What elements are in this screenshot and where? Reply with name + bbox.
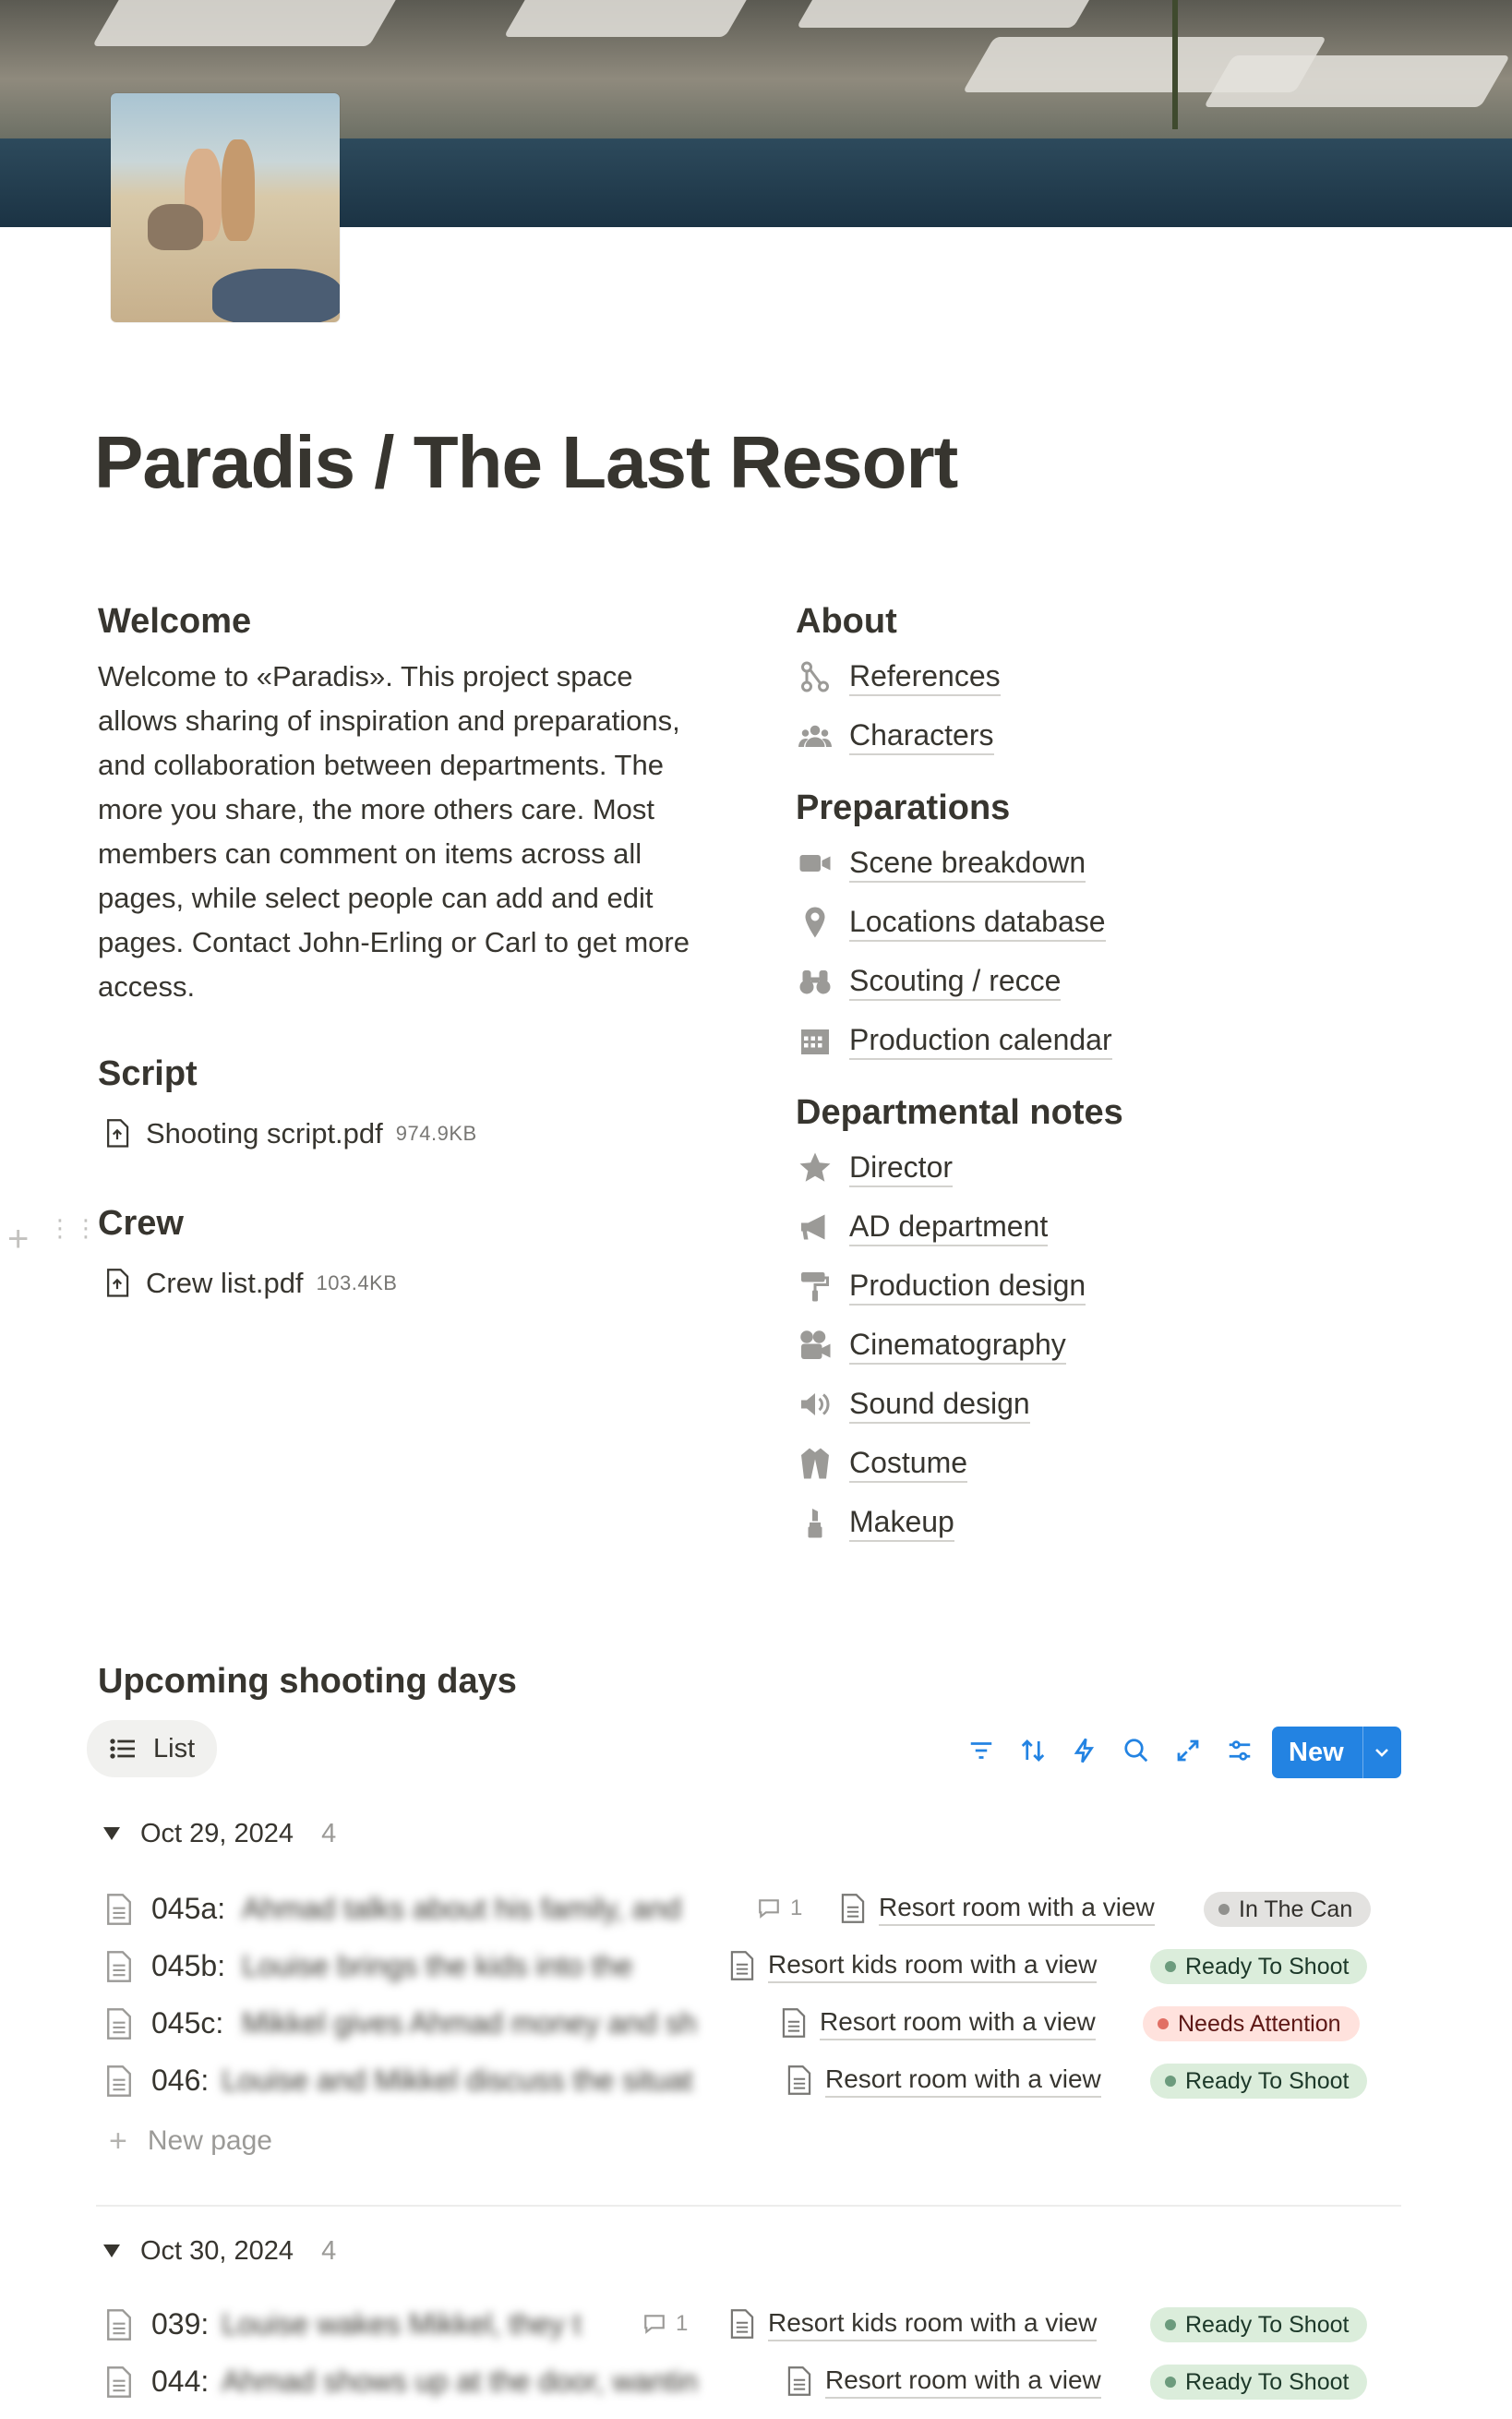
comment-icon bbox=[642, 2312, 666, 2336]
page-title[interactable]: Paradis / The Last Resort bbox=[94, 421, 958, 503]
pdf-file-icon bbox=[103, 1119, 131, 1149]
link-ad-department[interactable]: AD department bbox=[796, 1197, 1442, 1257]
status-badge[interactable]: Ready To Shoot bbox=[1150, 2064, 1367, 2099]
preparations-heading: Preparations bbox=[796, 788, 1011, 827]
about-heading: About bbox=[796, 602, 897, 641]
location-relation[interactable]: Resort room with a view bbox=[786, 2052, 1101, 2109]
binoculars-icon bbox=[798, 964, 833, 999]
link-production-design[interactable]: Production design bbox=[796, 1257, 1442, 1316]
collapse-triangle-icon[interactable] bbox=[103, 2244, 120, 2257]
filter-icon bbox=[967, 1737, 995, 1764]
group-header-oct-29[interactable]: Oct 29, 2024 4 bbox=[103, 1812, 336, 1855]
comment-icon bbox=[757, 1896, 781, 1920]
group-divider bbox=[96, 2205, 1401, 2207]
right-column bbox=[796, 596, 1442, 1552]
shooting-script-file[interactable] bbox=[98, 1109, 698, 1159]
search-button[interactable] bbox=[1110, 1725, 1162, 1776]
database-title[interactable]: Upcoming shooting days bbox=[98, 1662, 517, 1701]
link-locations-database[interactable]: Locations database bbox=[796, 893, 1442, 952]
status-badge[interactable]: Ready To Shoot bbox=[1150, 2365, 1367, 2400]
page-icon-image[interactable] bbox=[111, 93, 340, 322]
status-badge[interactable]: Needs Attention bbox=[1143, 2006, 1360, 2041]
jacket-icon bbox=[798, 1446, 833, 1481]
sort-icon bbox=[1019, 1737, 1047, 1764]
search-icon bbox=[1122, 1737, 1150, 1764]
link-production-calendar[interactable]: Production calendar bbox=[796, 1011, 1442, 1070]
page-icon bbox=[105, 2366, 133, 2398]
file-name: Shooting script.pdf bbox=[146, 1117, 383, 1149]
file-size: 103.4KB bbox=[316, 1271, 398, 1294]
calendar-icon bbox=[798, 1023, 833, 1058]
status-badge[interactable]: Ready To Shoot bbox=[1150, 2307, 1367, 2342]
expand-button[interactable] bbox=[1162, 1725, 1214, 1776]
lipstick-icon bbox=[798, 1505, 833, 1540]
database-toolbar bbox=[955, 1725, 1266, 1776]
link-characters[interactable]: Characters bbox=[796, 706, 1442, 765]
crew-heading: Crew bbox=[98, 1204, 184, 1243]
expand-icon bbox=[1174, 1737, 1202, 1764]
link-director[interactable]: Director bbox=[796, 1138, 1442, 1197]
comment-count[interactable]: 1 bbox=[642, 2295, 688, 2353]
list-item[interactable]: 046: Louise and Mikkel discuss the situat Resort room with a view Ready To Shoot bbox=[102, 2052, 1394, 2109]
group-header-oct-30[interactable]: Oct 30, 2024 4 bbox=[103, 2230, 336, 2272]
page-icon bbox=[729, 1951, 755, 1980]
page-icon bbox=[105, 1894, 133, 1925]
settings-button[interactable] bbox=[1214, 1725, 1266, 1776]
people-icon bbox=[798, 718, 833, 753]
page-icon bbox=[729, 2309, 755, 2339]
list-icon bbox=[109, 1734, 138, 1763]
view-tab-list[interactable]: List bbox=[87, 1720, 217, 1777]
page-icon bbox=[840, 1894, 866, 1923]
collapse-triangle-icon[interactable] bbox=[103, 1827, 120, 1840]
list-item[interactable]: 044: Ahmad shows up at the door, wantin Resort room with a view Ready To Shoot bbox=[102, 2353, 1394, 2410]
page-icon bbox=[105, 2008, 133, 2040]
paint-roller-icon bbox=[798, 1269, 833, 1304]
drag-handle-icon[interactable]: ⋮⋮ bbox=[48, 1214, 100, 1242]
link-scouting-recce[interactable]: Scouting / recce bbox=[796, 952, 1442, 1011]
block-handle[interactable] bbox=[7, 1214, 100, 1259]
megaphone-icon bbox=[798, 1210, 833, 1245]
location-relation[interactable]: Resort kids room with a view bbox=[729, 2295, 1097, 2353]
location-relation[interactable]: Resort room with a view bbox=[840, 1880, 1155, 1937]
link-cinematography[interactable]: Cinematography bbox=[796, 1316, 1442, 1375]
link-sound-design[interactable]: Sound design bbox=[796, 1375, 1442, 1434]
link-makeup[interactable]: Makeup bbox=[796, 1493, 1442, 1552]
status-badge[interactable]: In The Can bbox=[1204, 1892, 1371, 1927]
video-camera-icon bbox=[798, 846, 833, 881]
filter-button[interactable] bbox=[955, 1725, 1007, 1776]
welcome-text: Welcome to «Paradis». This project space allows sharing of inspiration and preparations, and collaboration between departments. The more you share, the more others care. Most members can comment on items across all pages, while select people can add and edit pages. Contact John-Erling or Carl to get more access. bbox=[98, 660, 690, 1003]
plus-icon: + bbox=[109, 2123, 127, 2159]
star-icon bbox=[798, 1150, 833, 1185]
film-camera-icon bbox=[798, 1328, 833, 1363]
comment-count[interactable]: 1 bbox=[757, 1880, 802, 1937]
new-page-button[interactable]: + New page bbox=[109, 2123, 272, 2159]
add-block-icon[interactable]: + bbox=[7, 1219, 30, 1259]
file-size: 974.9KB bbox=[395, 1122, 477, 1145]
sort-button[interactable] bbox=[1007, 1725, 1059, 1776]
location-relation[interactable]: Resort kids room with a view bbox=[729, 1937, 1097, 1994]
speaker-icon bbox=[798, 1387, 833, 1422]
page-icon bbox=[105, 2065, 133, 2097]
script-heading: Script bbox=[98, 1054, 198, 1093]
branch-icon bbox=[798, 659, 833, 694]
page-icon bbox=[786, 2065, 812, 2095]
page-icon bbox=[105, 2309, 133, 2341]
link-references[interactable]: References bbox=[796, 647, 1442, 706]
list-item[interactable]: 039: Louise wakes Mikkel, they t 1 Resort kids room with a view Ready To Shoot bbox=[102, 2295, 1394, 2353]
location-relation[interactable]: Resort room with a view bbox=[786, 2353, 1101, 2410]
list-item[interactable]: 045a: Ahmad talks about his family, and 1 Resort room with a view In The Can bbox=[102, 1880, 1394, 1937]
page-icon bbox=[781, 2008, 807, 2038]
link-costume[interactable]: Costume bbox=[796, 1434, 1442, 1493]
new-button[interactable]: New bbox=[1272, 1727, 1401, 1778]
automation-button[interactable] bbox=[1059, 1725, 1110, 1776]
departmental-heading: Departmental notes bbox=[796, 1093, 1123, 1132]
list-item[interactable]: 045b: Louise brings the kids into the Resort kids room with a view Ready To Shoot bbox=[102, 1937, 1394, 1994]
page-icon bbox=[105, 1951, 133, 1982]
location-pin-icon bbox=[798, 905, 833, 940]
chevron-down-icon[interactable] bbox=[1362, 1727, 1401, 1778]
page-icon bbox=[786, 2366, 812, 2396]
pdf-file-icon bbox=[103, 1269, 131, 1298]
left-column bbox=[98, 596, 698, 1308]
link-scene-breakdown[interactable]: Scene breakdown bbox=[796, 834, 1442, 893]
settings-icon bbox=[1226, 1737, 1254, 1764]
list-item[interactable]: 045c: Mikkel gives Ahmad money and sh Resort room with a view Needs Attention bbox=[102, 1994, 1394, 2052]
automation-icon bbox=[1071, 1737, 1098, 1764]
welcome-heading: Welcome bbox=[98, 602, 252, 641]
status-badge[interactable]: Ready To Shoot bbox=[1150, 1949, 1367, 1984]
file-name: Crew list.pdf bbox=[146, 1267, 304, 1299]
crew-list-file[interactable] bbox=[98, 1258, 698, 1308]
location-relation[interactable]: Resort room with a view bbox=[781, 1994, 1096, 2052]
